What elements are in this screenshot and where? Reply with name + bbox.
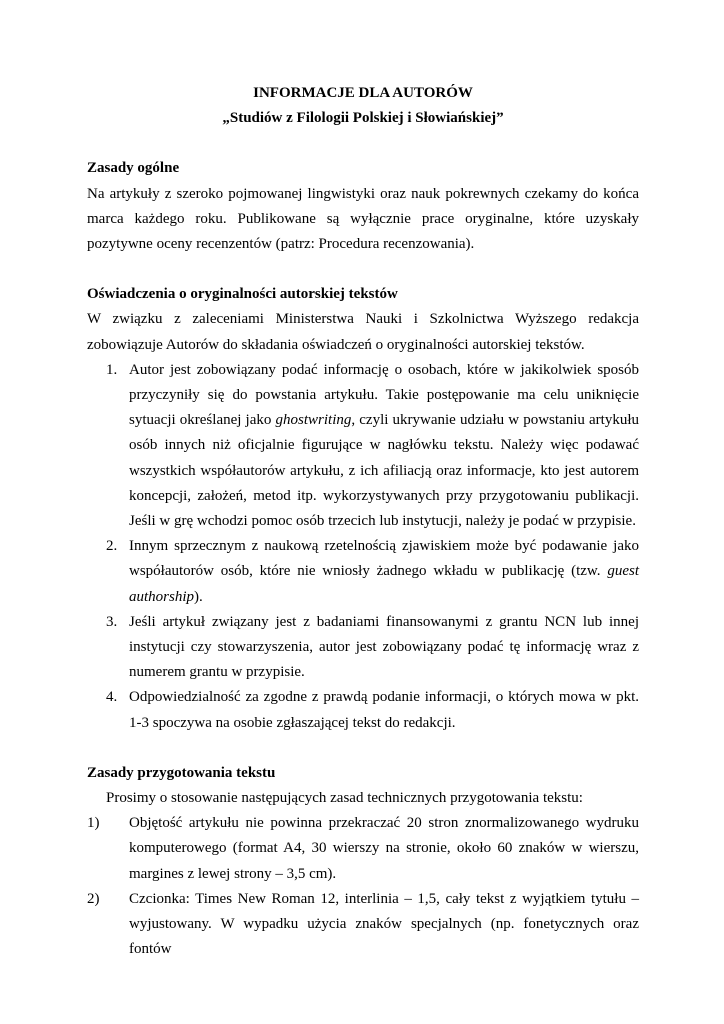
list-item-text: Innym sprzecznym z naukową rzetelnością zjawiskiem może być podawanie jako współautorów osób, które nie wniosły żadnego wkładu w publikację (tzw.: [129, 538, 639, 580]
spacer: [87, 131, 639, 156]
list-item-number: 1.: [106, 361, 118, 378]
list-item-text: Czcionka: Times New Roman 12, interlinia – 1,5, cały tekst z wyjątkiem tytułu – wyjustowany. W wypadku użycia znaków specjalnych (np. fonetycznych oraz fontów: [129, 890, 639, 958]
page-subtitle: „Studiów z Filologii Polskiej i Słowiańskiej”: [222, 110, 504, 127]
list-item-text: Odpowiedzialność za zgodne z prawdą podanie informacji, o których mowa w pkt. 1-3 spoczywa na osobie zgłaszającej tekst do redakcji.: [129, 689, 639, 731]
general-paragraph: Na artykuły z szeroko pojmowanej lingwistyki oraz nauk pokrewnych czekamy do końca marca każdego roku. Publikowane są wyłącznie prace oryginalne, które uzyskały pozytywne oceny recenzentów (patrz: Procedura recenzowania).: [87, 185, 639, 253]
list-item-number: 3.: [106, 613, 118, 630]
list-item-text: , czyli ukrywanie udziału w powstaniu artykułu osób innych niż oficjalnie figurujące w nagłówku tekstu. Należy więc podawać wszystkich współautorów artykułu, z ich afiliacją oraz informacje, kto jest autorem koncepcji, założeń, metod itp. wykorzystywanych przy przygotowaniu publikacji. Jeśli w grę wchodzi pomoc osób trzecich lub instytucji, należy je podać w przypisie.: [129, 412, 639, 530]
originality-list: [87, 358, 639, 736]
page-title: INFORMACJE DLA AUTORÓW: [253, 85, 473, 101]
section-heading-preparation: Zasady przygotowania tekstu: [87, 764, 276, 781]
list-item-number: 2): [87, 890, 100, 907]
spacer: [87, 736, 639, 761]
list-item-text: Jeśli artykuł związany jest z badaniami finansowanymi z grantu NCN lub innej instytucji czy stowarzyszenia, autor jest zobowiązany podać tę informację wraz z numerem grantu w przypisie.: [129, 613, 639, 681]
originality-intro: W związku z zaleceniami Ministerstwa Nauki i Szkolnictwa Wyższego redakcja zobowiązuje Autorów do składania oświadczeń o oryginalności autorskiej tekstów.: [87, 311, 639, 353]
list-item-text: Autor jest zobowiązany podać informację o osobach, które w jakikolwiek sposób przyczyniły się do powstania artykułu. Takie postępowanie ma celu uniknięcie sytuacji określanej jako: [129, 361, 639, 429]
list-item: [87, 887, 639, 963]
list-item-emphasis: guest authorship: [129, 563, 639, 605]
preparation-list: [87, 811, 639, 962]
list-item: [87, 358, 639, 534]
list-item: [87, 811, 639, 887]
section-heading-general: Zasady ogólne: [87, 160, 180, 177]
list-item-number: 4.: [106, 689, 118, 706]
list-item: [87, 534, 639, 610]
list-item-number: 2.: [106, 538, 118, 555]
list-item-text: ).: [194, 588, 203, 605]
list-item-emphasis: ghostwriting: [275, 412, 352, 429]
list-item: [87, 610, 639, 686]
spacer: [87, 257, 639, 282]
section-heading-originality: Oświadczenia o oryginalności autorskiej tekstów: [87, 286, 398, 303]
list-item-text: Objętość artykułu nie powinna przekraczać 20 stron znormalizowanego wydruku komputerowego (format A4, 30 wierszy na stronie, około 60 znaków w wierszu, margines z lewej strony – 3,5 cm).: [129, 815, 639, 882]
list-item-number: 1): [87, 815, 100, 832]
preparation-intro: Prosimy o stosowanie następujących zasad technicznych przygotowania tekstu:: [106, 790, 583, 807]
list-item: [87, 685, 639, 735]
